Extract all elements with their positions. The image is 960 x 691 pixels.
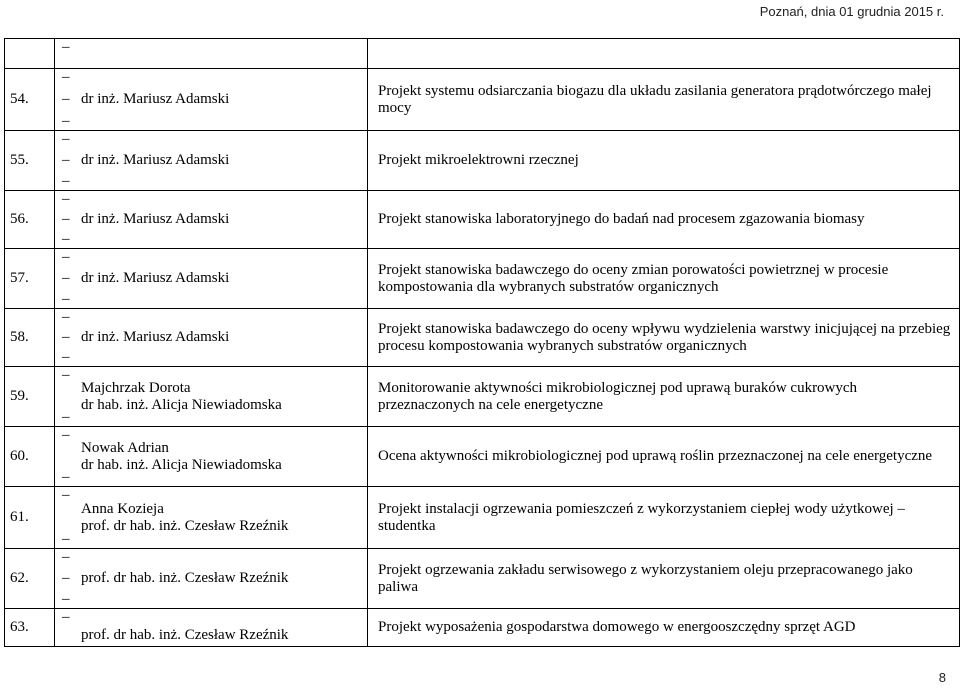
supervisor-cell xyxy=(55,427,368,487)
dash-markers: – – – xyxy=(62,249,70,307)
row-number: 63. xyxy=(5,609,55,647)
row-number: 55. xyxy=(5,131,55,191)
table-row xyxy=(5,39,960,69)
student-name: Nowak Adrian xyxy=(81,439,169,456)
supervisor-name: dr inż. Mariusz Adamski xyxy=(81,270,230,286)
table-row xyxy=(5,609,960,647)
project-title: Ocena aktywności mikrobiologicznej pod uprawą roślin przeznaczonej na cele energetyczne xyxy=(368,427,960,487)
project-title: Projekt stanowiska badawczego do oceny wpływu wydzielenia warstwy inicjującej na przebieg procesu kompostowania wybranych substratów organicznych xyxy=(368,309,960,367)
dash-markers: – – xyxy=(62,487,70,547)
dash-markers: – – – xyxy=(62,69,70,129)
dash-markers: – – xyxy=(62,427,70,485)
page-header-date: Poznań, dnia 01 grudnia 2015 r. xyxy=(759,4,944,19)
project-title: Projekt stanowiska laboratoryjnego do badań nad procesem zgazowania biomasy xyxy=(368,191,960,249)
dash-markers: – – – xyxy=(62,191,70,247)
project-title: Projekt wyposażenia gospodarstwa domowego w energooszczędny sprzęt AGD xyxy=(368,609,960,647)
supervisor-cell xyxy=(55,609,368,647)
dash-markers: – – xyxy=(62,367,70,425)
supervisor-cell xyxy=(55,39,368,69)
supervisor-cell xyxy=(55,191,368,249)
row-number: 56. xyxy=(5,191,55,249)
supervisor-cell xyxy=(55,549,368,609)
dash-markers: – – – xyxy=(62,309,70,365)
table-row xyxy=(5,131,960,191)
supervisor-name: dr hab. inż. Alicja Niewiadomska xyxy=(81,396,282,413)
row-number: 57. xyxy=(5,249,55,309)
project-title: Projekt instalacji ogrzewania pomieszczeń z wykorzystaniem ciepłej wody użytkowej – studentka xyxy=(368,487,960,549)
row-number: 58. xyxy=(5,309,55,367)
table-row xyxy=(5,191,960,249)
student-name: Anna Kozieja xyxy=(81,500,164,517)
project-title: Projekt mikroelektrowni rzecznej xyxy=(368,131,960,191)
row-number: 59. xyxy=(5,367,55,427)
project-title: Projekt systemu odsiarczania biogazu dla układu zasilania generatora prądotwórczego małej mocy xyxy=(368,69,960,131)
dash-markers: – xyxy=(62,609,70,625)
table-row xyxy=(5,487,960,549)
supervisor-cell xyxy=(55,367,368,427)
row-number xyxy=(5,39,55,69)
project-title: Projekt stanowiska badawczego do oceny zmian porowatości powietrznej w procesie kompostowania dla wybranych substratów organicznych xyxy=(368,249,960,309)
supervisor-name: dr inż. Mariusz Adamski xyxy=(81,211,230,227)
row-number: 60. xyxy=(5,427,55,487)
project-title: Projekt ogrzewania zakładu serwisowego z wykorzystaniem oleju przepracowanego jako paliwa xyxy=(368,549,960,609)
project-title xyxy=(368,39,960,69)
supervisor-cell xyxy=(55,249,368,309)
row-number: 54. xyxy=(5,69,55,131)
table-row xyxy=(5,549,960,609)
table-row xyxy=(5,249,960,309)
supervisor-name: dr inż. Mariusz Adamski xyxy=(81,91,230,107)
student-name: Majchrzak Dorota xyxy=(81,379,191,396)
table-row xyxy=(5,69,960,131)
supervisor-cell xyxy=(55,69,368,131)
table-row xyxy=(5,309,960,367)
dash-markers: – xyxy=(62,39,70,55)
table-row xyxy=(5,367,960,427)
page-number: 8 xyxy=(938,670,946,685)
supervisor-name: prof. dr hab. inż. Czesław Rzeźnik xyxy=(81,517,289,534)
row-number: 62. xyxy=(5,549,55,609)
thesis-topics-table xyxy=(4,38,960,647)
supervisor-cell xyxy=(55,487,368,549)
dash-markers: – – – xyxy=(62,549,70,607)
supervisor-name: dr hab. inż. Alicja Niewiadomska xyxy=(81,456,282,473)
row-number: 61. xyxy=(5,487,55,549)
supervisor-name: prof. dr hab. inż. Czesław Rzeźnik xyxy=(81,570,289,586)
table-row xyxy=(5,427,960,487)
supervisor-cell xyxy=(55,309,368,367)
supervisor-name: prof. dr hab. inż. Czesław Rzeźnik xyxy=(81,627,289,643)
dash-markers: – – – xyxy=(62,131,70,189)
supervisor-name: dr inż. Mariusz Adamski xyxy=(81,152,230,168)
supervisor-name: dr inż. Mariusz Adamski xyxy=(81,329,230,345)
project-title: Monitorowanie aktywności mikrobiologicznej pod uprawą buraków cukrowych przeznaczonych na cele energetyczne xyxy=(368,367,960,427)
supervisor-cell xyxy=(55,131,368,191)
